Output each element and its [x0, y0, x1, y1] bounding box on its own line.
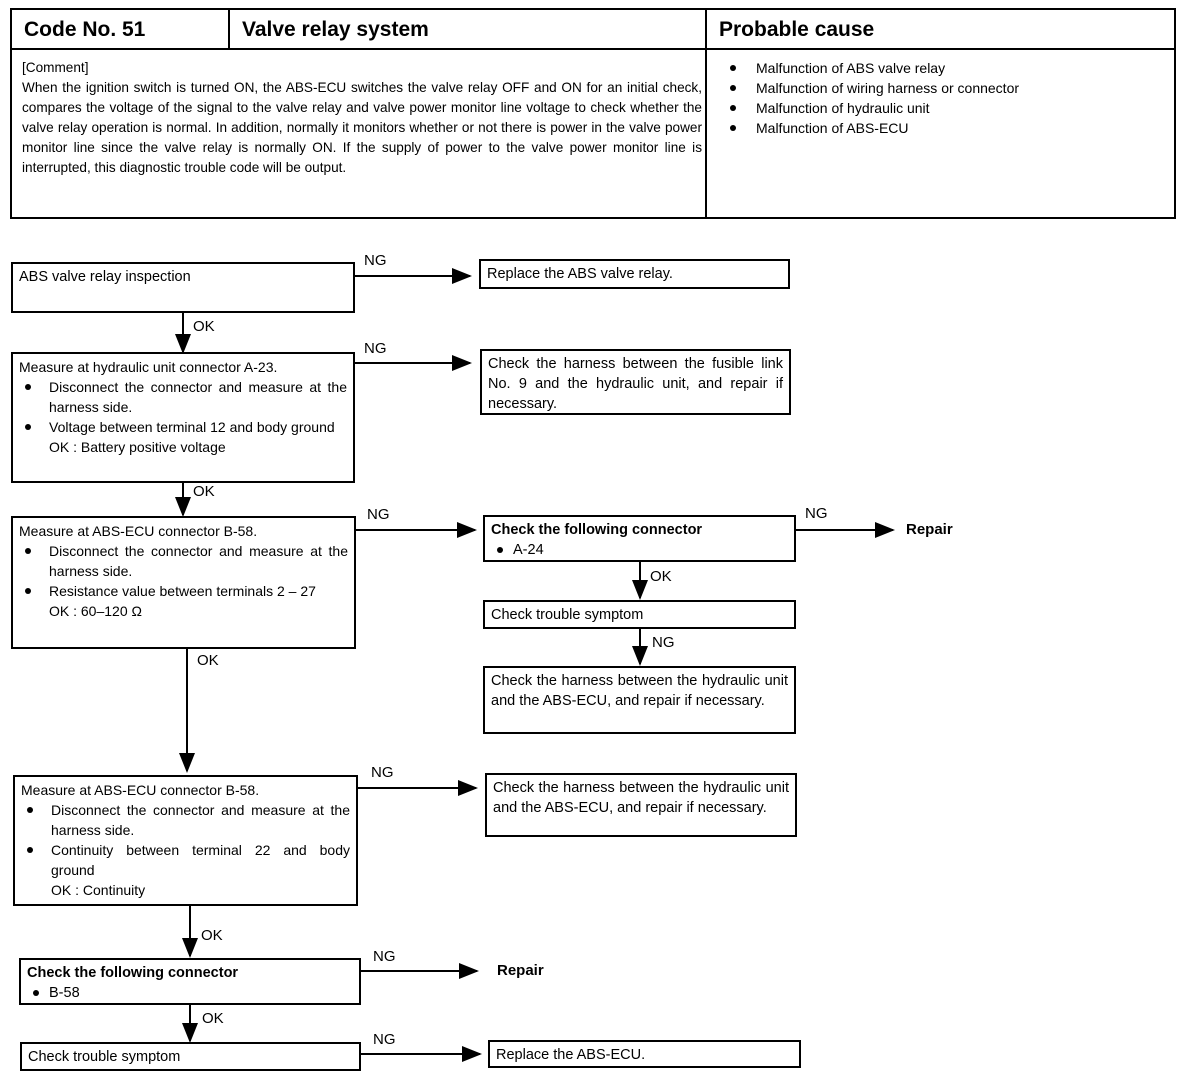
step-title: Measure at ABS-ECU connector B-58. — [19, 523, 258, 539]
step-title: Check trouble symptom — [491, 607, 644, 623]
ok-criteria: OK : 60–120 Ω — [49, 603, 142, 619]
probable-cause-title: Probable cause — [719, 18, 875, 41]
ok-label: OK — [193, 483, 215, 500]
result-repair: Repair — [906, 521, 953, 538]
comment-text: When the ignition switch is turned ON, the ABS-ECU switches the valve relay OFF and ON for an initial check, compares the voltage of the signal to the valve relay and valve power monitor line voltage to check whether the valve relay operation is normal. In addition, normally it monitors whether or not there is power in the valve power monitor line since the valve relay is normally ON. If the supply of power to the valve power monitor line is interrupted, this diagnostic trouble code will be output. — [22, 80, 702, 175]
step-title: Check the following connector — [491, 522, 703, 538]
step-measure-ecu-connector-resistance — [11, 516, 356, 649]
ng-label: NG — [364, 252, 387, 269]
step-measure-ecu-connector-continuity — [13, 775, 358, 906]
code-number: Code No. 51 — [24, 18, 146, 41]
step-check-connector-a24 — [483, 515, 796, 562]
ng-label: NG — [652, 634, 675, 651]
result-replace-abs-ecu — [488, 1040, 801, 1068]
ok-label: OK — [201, 927, 223, 944]
step-bullets — [491, 540, 788, 560]
step-title: Check the following connector — [27, 965, 239, 981]
result-text: Check the harness between the hydraulic unit and the ABS-ECU, and repair if necessary. — [493, 780, 789, 816]
result-text: Replace the ABS valve relay. — [487, 266, 673, 282]
step-bullets — [27, 983, 353, 1003]
code-title: Valve relay system — [242, 18, 429, 41]
result-replace-valve-relay — [479, 259, 790, 289]
step-title: Measure at ABS-ECU connector B-58. — [21, 782, 260, 798]
step-title: Check trouble symptom — [28, 1049, 181, 1065]
step-abs-valve-relay-inspection — [11, 262, 355, 313]
ng-label: NG — [371, 764, 394, 781]
ok-label: OK — [197, 652, 219, 669]
bullet-item: B-58 — [27, 983, 353, 1003]
ok-label: OK — [202, 1010, 224, 1027]
result-text: Check the harness between the hydraulic unit and the ABS-ECU, and repair if necessary. — [491, 673, 788, 709]
step-bullets — [19, 541, 348, 601]
bullet-item: Disconnect the connector and measure at the harness side. — [19, 377, 347, 417]
step-bullets — [21, 800, 350, 880]
bullet-item: Voltage between terminal 12 and body ground — [19, 417, 347, 437]
step-check-trouble-symptom — [483, 600, 796, 629]
result-text: Replace the ABS-ECU. — [496, 1047, 646, 1063]
ng-label: NG — [367, 506, 390, 523]
ng-label: NG — [364, 340, 387, 357]
step-title: Measure at hydraulic unit connector A-23. — [19, 359, 278, 375]
result-repair-2: Repair — [497, 962, 544, 979]
step-title: ABS valve relay inspection — [19, 269, 191, 285]
ng-label: NG — [373, 948, 396, 965]
cause-item: Malfunction of ABS-ECU — [726, 118, 1019, 138]
ng-label: NG — [373, 1031, 396, 1048]
ok-criteria: OK : Continuity — [51, 882, 146, 898]
step-check-trouble-symptom-2 — [20, 1042, 361, 1071]
bullet-item: Disconnect the connector and measure at the harness side. — [21, 800, 350, 840]
bullet-item: Continuity between terminal 22 and body ground — [21, 840, 350, 880]
cause-item: Malfunction of hydraulic unit — [726, 98, 1019, 118]
step-check-connector-b58 — [19, 958, 361, 1005]
result-check-harness-ecu-2 — [485, 773, 797, 837]
ok-criteria: OK : Battery positive voltage — [49, 439, 226, 455]
bullet-item: A-24 — [491, 540, 788, 560]
ok-label: OK — [650, 568, 672, 585]
result-check-harness-fusible — [480, 349, 791, 415]
comment-label: [Comment] — [22, 60, 89, 75]
step-measure-hydraulic-connector — [11, 352, 355, 483]
ok-label: OK — [193, 318, 215, 335]
bullet-item: Resistance value between terminals 2 – 27 — [19, 581, 348, 601]
cause-item: Malfunction of wiring harness or connector — [726, 78, 1019, 98]
bullet-item: Disconnect the connector and measure at the harness side. — [19, 541, 348, 581]
result-text: Check the harness between the fusible link No. 9 and the hydraulic unit, and repair if necessary. — [488, 356, 783, 412]
cause-item: Malfunction of ABS valve relay — [726, 58, 1019, 78]
ng-label: NG — [805, 505, 828, 522]
step-bullets — [19, 377, 347, 437]
result-check-harness-ecu — [483, 666, 796, 734]
